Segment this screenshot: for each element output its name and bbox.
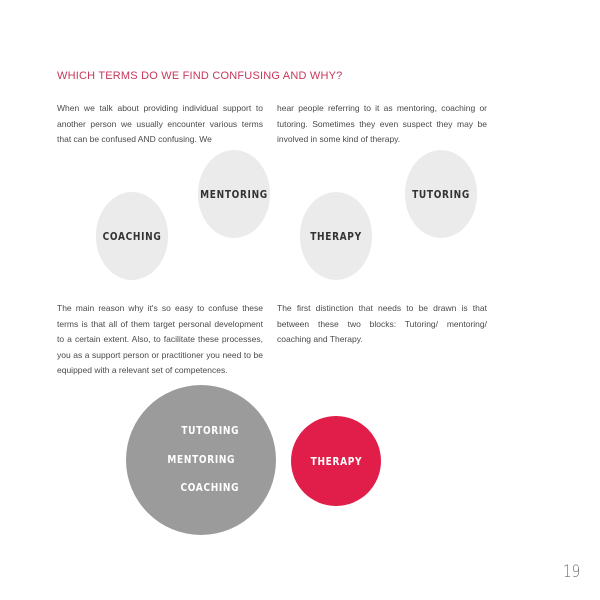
therapy-label: THERAPY [310, 229, 362, 243]
group-label-tutoring: TUTORING [181, 424, 239, 438]
mentoring-circle [198, 150, 270, 238]
tutoring-label: TUTORING [412, 187, 470, 201]
therapy-block-label: THERAPY [310, 454, 362, 468]
coaching-circle [96, 192, 168, 280]
page-number: 19 [563, 562, 581, 582]
intro-paragraph-left: When we talk about providing individual support to another person we usually encounter various terms that can be confused AND confusing. We [57, 103, 263, 144]
distinction-paragraph-right: The first distinction that needs to be drawn is that between these two blocks: Tutoring/ mentoring/ coaching and Therapy. [277, 303, 487, 344]
therapy-block [291, 416, 381, 506]
mentoring-label: MENTORING [200, 187, 268, 201]
tutoring-circle [405, 150, 477, 238]
section-heading: WHICH TERMS DO WE FIND CONFUSING AND WHY? [57, 70, 343, 82]
intro-paragraph-right: hear people referring to it as mentoring, coaching or tutoring. Sometimes they even suspect they may be involved in some kind of therapy. [277, 103, 487, 144]
therapy-circle [300, 192, 372, 280]
reason-paragraph-left: The main reason why it's so easy to confuse these terms is that all of them target personal development to a certain extent. Also, to facilitate these processes, you as a support person or practitioner you need to be equipped with a relevant set of competences. [57, 303, 263, 375]
group-label-mentoring: MENTORING [167, 452, 235, 466]
support-group-block [126, 385, 276, 535]
group-label-coaching: COACHING [180, 481, 240, 495]
coaching-label: COACHING [102, 229, 162, 243]
